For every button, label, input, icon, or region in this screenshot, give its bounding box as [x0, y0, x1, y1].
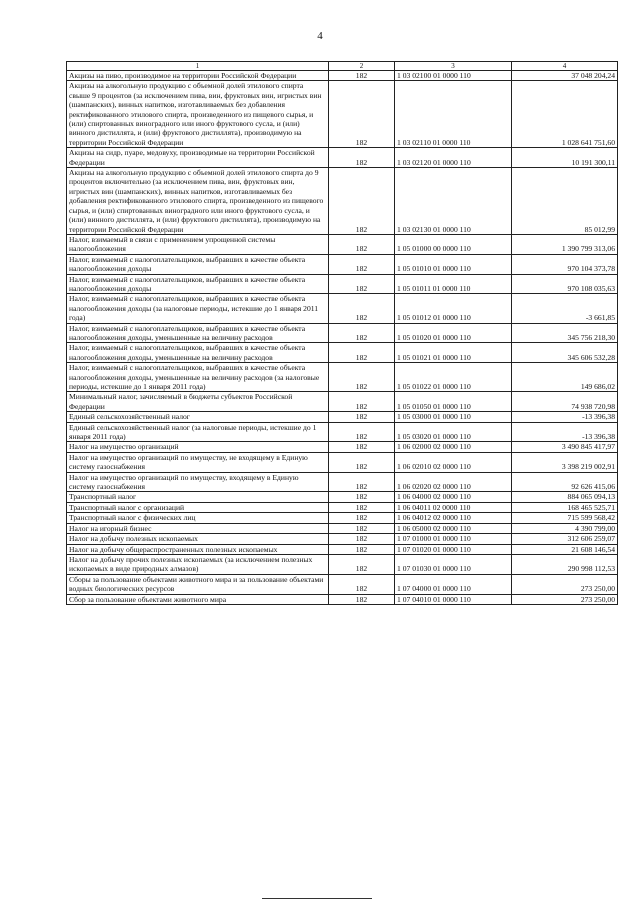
amount-cell: -13 396,38 — [512, 412, 618, 422]
revenue-name-cell: Акцизы на алкогольную продукцию с объемной долей этилового спирта свыше 9 процентов (за исключением пива, вин, фруктовых вин, игристых вин (шампанских), винных напитков, изготавливаемых без добавления ректификованного этилового спирта, произведенного из пищевого сырья, и (или) спиртованных виноградного или иного фруктового сусла, и (или) винного дистиллята, и (или) фруктового дистиллята), производимую на территории Российской Федерации — [67, 81, 329, 148]
revenue-name-cell: Налог, взимаемый с налогоплательщиков, выбравших в качестве объекта налогообложения доходы, уменьшенные на величину расходов (за налоговые периоды, истекшие до 1 января 2011 года) — [67, 363, 329, 392]
administrator-code-cell: 182 — [329, 534, 395, 544]
revenue-name-cell: Налог, взимаемый с налогоплательщиков, выбравших в качестве объекта налогообложения доходы, уменьшенные на величину расходов — [67, 343, 329, 363]
administrator-code-cell: 182 — [329, 492, 395, 502]
administrator-code-cell: 182 — [329, 71, 395, 81]
table-row — [67, 148, 618, 168]
amount-cell: 884 065 094,13 — [512, 492, 618, 502]
page-number: 4 — [317, 30, 323, 42]
table-row — [67, 294, 618, 323]
revenue-name-cell: Налог, взимаемый с налогоплательщиков, выбравших в качестве объекта налогообложения доходы — [67, 254, 329, 274]
revenue-name-cell: Транспортный налог — [67, 492, 329, 502]
revenue-name-cell: Налог на имущество организаций — [67, 442, 329, 452]
budget-classification-code-cell: 1 05 01011 01 0000 110 — [395, 274, 512, 294]
amount-cell: 273 250,00 — [512, 594, 618, 604]
budget-classification-code-cell: 1 06 02010 02 0000 110 — [395, 452, 512, 472]
administrator-code-cell: 182 — [329, 412, 395, 422]
budget-classification-code-cell: 1 05 01020 01 0000 110 — [395, 323, 512, 343]
revenue-name-cell: Налог, взимаемый с налогоплательщиков, выбравших в качестве объекта налогообложения доходы — [67, 274, 329, 294]
column-number-4: 4 — [512, 62, 618, 71]
revenue-name-cell: Налог, взимаемый с налогоплательщиков, выбравших в качестве объекта налогообложения доходы, уменьшенные на величину расходов — [67, 323, 329, 343]
revenue-name-cell: Налог, взимаемый с налогоплательщиков, выбравших в качестве объекта налогообложения доходы (за налоговые периоды, истекшие до 1 января 2011 года) — [67, 294, 329, 323]
administrator-code-cell: 182 — [329, 254, 395, 274]
table-row — [67, 254, 618, 274]
amount-cell: 3 398 219 002,91 — [512, 452, 618, 472]
budget-classification-code-cell: 1 05 01000 00 0000 110 — [395, 234, 512, 254]
revenue-name-cell: Акцизы на алкогольную продукцию с объемной долей этилового спирта до 9 процентов включительно (за исключением пива, вин, фруктовых вин, игристых вин (шампанских), винных напитков, изготавливаемых без добавления ректификованного этилового спирта, произведенного из пищевого сырья, и (или) спиртованных виноградного или иного фруктового сусла, и (или) винного дистиллята, и (или) фруктового дистиллята), производимую на территории Российской Федерации — [67, 168, 329, 235]
table-row — [67, 412, 618, 422]
revenue-name-cell: Налог на имущество организаций по имуществу, входящему в Единую систему газоснабжения — [67, 472, 329, 492]
revenue-name-cell: Сбор за пользование объектами животного мира — [67, 594, 329, 604]
amount-cell: 715 599 568,42 — [512, 513, 618, 523]
amount-cell: 970 104 373,78 — [512, 254, 618, 274]
table-row — [67, 544, 618, 554]
budget-classification-code-cell: 1 05 03020 01 0000 110 — [395, 422, 512, 442]
budget-classification-code-cell: 1 07 01000 01 0000 110 — [395, 534, 512, 544]
budget-classification-code-cell: 1 06 02000 02 0000 110 — [395, 442, 512, 452]
table-row — [67, 71, 618, 81]
administrator-code-cell: 182 — [329, 392, 395, 412]
table-row — [67, 422, 618, 442]
table-row — [67, 442, 618, 452]
revenue-name-cell: Единый сельскохозяйственный налог — [67, 412, 329, 422]
administrator-code-cell: 182 — [329, 422, 395, 442]
amount-cell: 273 250,00 — [512, 574, 618, 594]
budget-classification-code-cell: 1 07 01030 01 0000 110 — [395, 554, 512, 574]
amount-cell: 92 626 415,06 — [512, 472, 618, 492]
amount-cell: 21 608 146,54 — [512, 544, 618, 554]
administrator-code-cell: 182 — [329, 343, 395, 363]
administrator-code-cell: 182 — [329, 452, 395, 472]
page-bottom-mark — [262, 898, 372, 899]
column-number-1: 1 — [67, 62, 329, 71]
amount-cell: 85 012,99 — [512, 168, 618, 235]
budget-classification-code-cell: 1 05 01012 01 0000 110 — [395, 294, 512, 323]
revenue-name-cell: Минимальный налог, зачисляемый в бюджеты субъектов Российской Федерации — [67, 392, 329, 412]
administrator-code-cell: 182 — [329, 554, 395, 574]
revenue-table — [66, 61, 618, 605]
administrator-code-cell: 182 — [329, 323, 395, 343]
revenue-name-cell: Транспортный налог с физических лиц — [67, 513, 329, 523]
administrator-code-cell: 182 — [329, 363, 395, 392]
budget-classification-code-cell: 1 03 02100 01 0000 110 — [395, 71, 512, 81]
column-number-3: 3 — [395, 62, 512, 71]
budget-classification-code-cell: 1 06 04012 02 0000 110 — [395, 513, 512, 523]
revenue-name-cell: Сборы за пользование объектами животного мира и за пользование объектами водных биологических ресурсов — [67, 574, 329, 594]
amount-cell: 149 686,02 — [512, 363, 618, 392]
budget-classification-code-cell: 1 06 02020 02 0000 110 — [395, 472, 512, 492]
revenue-name-cell: Налог на имущество организаций по имуществу, не входящему в Единую систему газоснабжения — [67, 452, 329, 472]
budget-classification-code-cell: 1 07 01020 01 0000 110 — [395, 544, 512, 554]
table-row — [67, 81, 618, 148]
budget-classification-code-cell: 1 07 04010 01 0000 110 — [395, 594, 512, 604]
revenue-name-cell: Единый сельскохозяйственный налог (за налоговые периоды, истекшие до 1 января 2011 года) — [67, 422, 329, 442]
revenue-name-cell: Транспортный налог с организаций — [67, 502, 329, 512]
amount-cell: 74 938 720,98 — [512, 392, 618, 412]
budget-classification-code-cell: 1 03 02120 01 0000 110 — [395, 148, 512, 168]
revenue-name-cell: Налог на добычу прочих полезных ископаемых (за исключением полезных ископаемых в виде природных алмазов) — [67, 554, 329, 574]
amount-cell: 290 998 112,53 — [512, 554, 618, 574]
table-row — [67, 523, 618, 533]
table-row — [67, 392, 618, 412]
table-row — [67, 472, 618, 492]
budget-classification-code-cell: 1 05 01022 01 0000 110 — [395, 363, 512, 392]
table-row — [67, 502, 618, 512]
amount-cell: -3 661,85 — [512, 294, 618, 323]
table-row — [67, 323, 618, 343]
table-row — [67, 274, 618, 294]
amount-cell: 168 465 525,71 — [512, 502, 618, 512]
amount-cell: 312 606 259,07 — [512, 534, 618, 544]
administrator-code-cell: 182 — [329, 274, 395, 294]
administrator-code-cell: 182 — [329, 472, 395, 492]
revenue-name-cell: Налог на добычу полезных ископаемых — [67, 534, 329, 544]
budget-classification-code-cell: 1 06 04011 02 0000 110 — [395, 502, 512, 512]
administrator-code-cell: 182 — [329, 442, 395, 452]
administrator-code-cell: 182 — [329, 234, 395, 254]
amount-cell: 345 756 218,30 — [512, 323, 618, 343]
table-row — [67, 534, 618, 544]
column-number-row — [67, 62, 618, 71]
administrator-code-cell: 182 — [329, 294, 395, 323]
revenue-name-cell: Акцизы на сидр, пуаре, медовуху, производимые на территории Российской Федерации — [67, 148, 329, 168]
amount-cell: 1 028 641 751,60 — [512, 81, 618, 148]
revenue-name-cell: Акцизы на пиво, производимое на территории Российской Федерации — [67, 71, 329, 81]
amount-cell: 3 490 845 417,97 — [512, 442, 618, 452]
administrator-code-cell: 182 — [329, 148, 395, 168]
amount-cell: 37 048 204,24 — [512, 71, 618, 81]
table-row — [67, 343, 618, 363]
revenue-name-cell: Налог на игорный бизнес — [67, 523, 329, 533]
budget-classification-code-cell: 1 05 01050 01 0000 110 — [395, 392, 512, 412]
budget-classification-code-cell: 1 05 03000 01 0000 110 — [395, 412, 512, 422]
amount-cell: 10 191 300,11 — [512, 148, 618, 168]
budget-classification-code-cell: 1 03 02130 01 0000 110 — [395, 168, 512, 235]
revenue-name-cell: Налог на добычу общераспространенных полезных ископаемых — [67, 544, 329, 554]
table-row — [67, 234, 618, 254]
amount-cell: 345 606 532,28 — [512, 343, 618, 363]
budget-classification-code-cell: 1 06 05000 02 0000 110 — [395, 523, 512, 533]
amount-cell: -13 396,38 — [512, 422, 618, 442]
table-row — [67, 452, 618, 472]
revenue-name-cell: Налог, взимаемый в связи с применением упрощенной системы налогообложения — [67, 234, 329, 254]
budget-classification-code-cell: 1 05 01010 01 0000 110 — [395, 254, 512, 274]
administrator-code-cell: 182 — [329, 544, 395, 554]
administrator-code-cell: 182 — [329, 502, 395, 512]
budget-classification-code-cell: 1 05 01021 01 0000 110 — [395, 343, 512, 363]
table-row — [67, 168, 618, 235]
budget-classification-code-cell: 1 06 04000 02 0000 110 — [395, 492, 512, 502]
administrator-code-cell: 182 — [329, 513, 395, 523]
administrator-code-cell: 182 — [329, 594, 395, 604]
administrator-code-cell: 182 — [329, 523, 395, 533]
administrator-code-cell: 182 — [329, 81, 395, 148]
amount-cell: 970 108 035,63 — [512, 274, 618, 294]
administrator-code-cell: 182 — [329, 574, 395, 594]
table-row — [67, 363, 618, 392]
budget-classification-code-cell: 1 07 04000 01 0000 110 — [395, 574, 512, 594]
column-number-2: 2 — [329, 62, 395, 71]
amount-cell: 1 390 799 313,06 — [512, 234, 618, 254]
administrator-code-cell: 182 — [329, 168, 395, 235]
budget-classification-code-cell: 1 03 02110 01 0000 110 — [395, 81, 512, 148]
amount-cell: 4 390 799,00 — [512, 523, 618, 533]
table-row — [67, 574, 618, 594]
table-row — [67, 554, 618, 574]
table-row — [67, 513, 618, 523]
table-row — [67, 594, 618, 604]
table-row — [67, 492, 618, 502]
